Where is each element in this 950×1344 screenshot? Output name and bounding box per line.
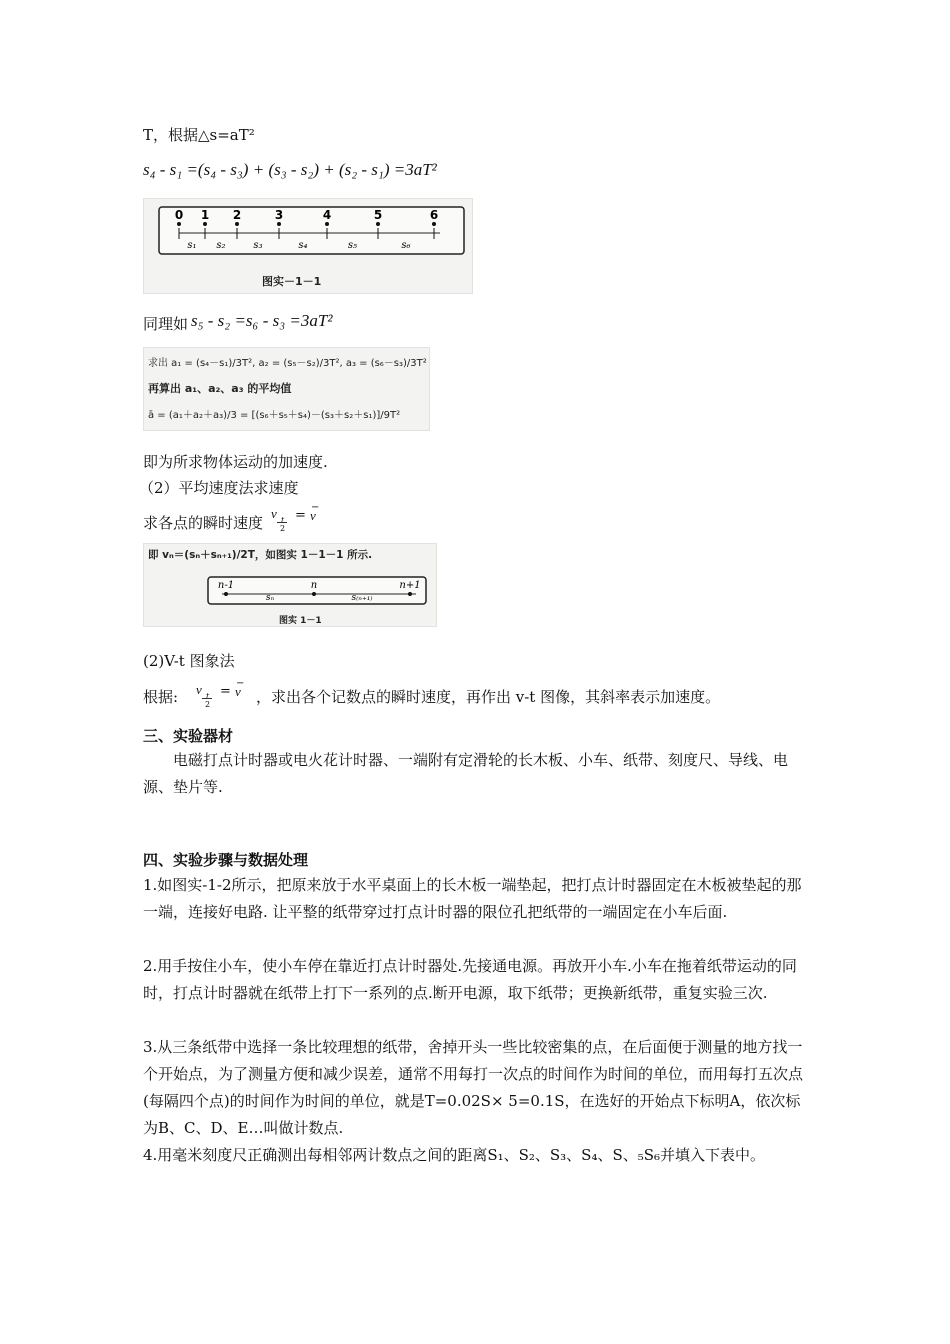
tape1-segment-label: s₁	[187, 240, 197, 251]
tape1-segment-label: s₃	[253, 240, 263, 251]
acceleration-conclusion: 即为所求物体运动的加速度.	[143, 453, 328, 471]
tape1-segment-label: s₂	[216, 240, 226, 251]
tape1-tick-label: 3	[274, 208, 284, 222]
similarly-prefix: 同理如	[143, 315, 189, 333]
tape1-dot	[277, 222, 281, 226]
tape1-dot	[376, 222, 380, 226]
tape1-dot	[432, 222, 436, 226]
tape1-segment-label: s₆	[401, 240, 411, 251]
tape3-point-label: n	[310, 580, 318, 591]
tape1-tick-label: 5	[373, 208, 383, 222]
section-3-title: 三、实验器材	[143, 727, 234, 745]
tape3-dot	[224, 592, 228, 596]
tape1-tick-label: 6	[429, 208, 439, 222]
basis-prefix: 根据:	[143, 688, 179, 706]
tape1-dot	[177, 222, 181, 226]
method-average-velocity: （2）平均速度法求速度	[139, 479, 299, 497]
formula-row-avg-label: 再算出 a₁、a₂、a₃ 的平均值	[148, 382, 292, 395]
tape3-segment-label: sₙ	[265, 593, 275, 603]
instant-velocity-label: 求各点的瞬时速度	[143, 514, 264, 532]
figure-tape-1	[143, 198, 473, 294]
tape1-dot	[235, 222, 239, 226]
figure-3-caption: 图实 1－1	[279, 616, 322, 626]
formula-row-a: 求出 a₁ = (s₄－s₁)/3T², a₂ = (s₅－s₂)/3T², a₃ = (s₆－s₃)/3T²	[148, 358, 427, 369]
figure-acceleration-formulas	[143, 347, 430, 431]
tape1-segment-label: s₅	[347, 240, 358, 251]
tape3-point-label: n-1	[217, 580, 235, 591]
basis-suffix: ，求出各个记数点的瞬时速度，再作出 v-t 图像，其斜率表示加速度。	[256, 688, 721, 706]
tape3-segment-label: s₍ₙ₊₁₎	[351, 593, 373, 603]
step-3: 3.从三条纸带中选择一条比较理想的纸带，舍掉开头一些比较密集的点，在后面便于测量的地方找一个开始点，为了测量方便和减少误差，通常不用每打一次点的时间作为时间的单位，而用每打五次点(每隔四个点)的时间作为时间的单位，就是T=0.02S× 5=0.1S，在选好的开始点下标明A，依次标为B、C、D、E…叫做计数点.	[143, 1038, 804, 1137]
figure-1-caption: 图实－1－1	[262, 275, 322, 288]
formula-row-avg: ā = (a₁＋a₂＋a₃)/3 = [(s₆＋s₅＋s₄)－(s₃＋s₂＋s₁)]/9T²	[148, 410, 401, 421]
formula-s4-s1: s₄ - s₁ =(s₄ - s₃) + (s₃ - s₂) + (s₂ - s₁) =3aT²	[143, 160, 437, 179]
vn-header: 即 vₙ＝(sₙ＋sₙ₊₁)/2T，如图实 1－1－1 所示.	[148, 549, 373, 561]
tape1-dot	[325, 222, 329, 226]
intro-line: T，根据△s=aT²	[143, 126, 255, 144]
tape1-dot	[203, 222, 207, 226]
step-1: 1.如图实-1-2所示，把原来放于水平桌面上的长木板一端垫起，把打点计时器固定在木板被垫起的那一端，连接好电路. 让平整的纸带穿过打点计时器的限位孔把纸带的一端固定在小车后面.	[143, 876, 802, 921]
tape1-tick-label: 4	[322, 208, 332, 222]
tape3-dot	[408, 592, 412, 596]
method-vt-graph: (2)V-t 图象法	[143, 652, 235, 670]
tape1-tick-label: 2	[232, 208, 242, 222]
figure-vn	[143, 543, 437, 627]
formula-v-half-2: v t 2 = − v	[196, 678, 245, 709]
tape3-dot	[312, 592, 316, 596]
step-2: 2.用手按住小车，使小车停在靠近打点计时器处.先接通电源。再放开小车.小车在拖着纸带运动的同时，打点计时器就在纸带上打下一系列的点.断开电源，取下纸带；更换新纸带，重复实验三次.	[143, 957, 797, 1002]
tape1-tick-label: 0	[174, 208, 184, 222]
formula-v-half: v t 2 = − v	[271, 502, 320, 533]
tape3-point-label: n+1	[399, 580, 421, 591]
section-3-body: 电磁打点计时器或电火花计时器、一端附有定滑轮的长木板、小车、纸带、刻度尺、导线、电源、垫片等.	[143, 751, 789, 796]
step-4: 4.用毫米刻度尺正确测出每相邻两计数点之间的距离S₁、S₂、S₃、S₄、S、₅S₆并填入下表中。	[143, 1146, 766, 1164]
tape1-tick-label: 1	[200, 208, 210, 222]
formula-s5-s2: s₅ - s₂ =s₆ - s₃ =3aT²	[191, 311, 333, 330]
section-4-title: 四、实验步骤与数据处理	[143, 851, 309, 869]
tape1-segment-label: s₄	[298, 240, 308, 251]
